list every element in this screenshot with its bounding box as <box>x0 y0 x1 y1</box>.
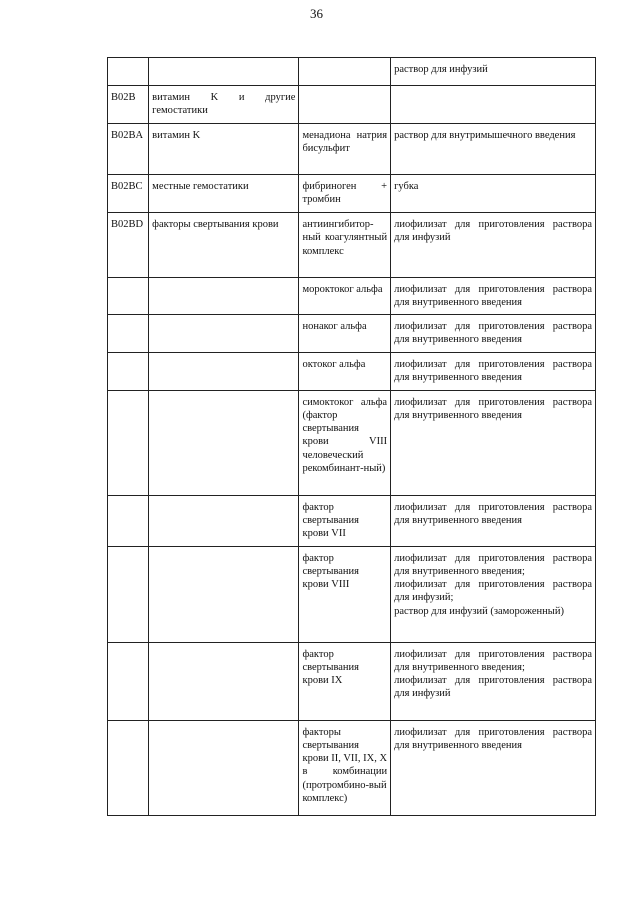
drug-name-cell: симоктоког альфа (фактор свертывания крови VIII человеческий рекомбинант-ный) <box>299 390 391 495</box>
drug-name-cell: фибриноген + тромбин <box>299 175 391 213</box>
dosage-form-cell: лиофилизат для приготовления раствора для инфузий <box>391 213 596 278</box>
atc-code-cell: B02BC <box>108 175 149 213</box>
dosage-form-cell: лиофилизат для приготовления раствора для внутривенного введения <box>391 352 596 390</box>
drug-name-cell <box>299 86 391 124</box>
table-row <box>108 314 596 352</box>
drug-name-cell: фактор свертывания крови VIII <box>299 546 391 642</box>
dosage-form-cell: лиофилизат для приготовления раствора для внутривенного введения <box>391 495 596 546</box>
table-row <box>108 546 596 642</box>
atc-code-cell <box>108 390 149 495</box>
drug-name-cell: октоког альфа <box>299 352 391 390</box>
table-row <box>108 213 596 278</box>
drug-name-cell: антиингибитор-ный коагулянтный комплекс <box>299 213 391 278</box>
drug-name-cell: нонаког альфа <box>299 314 391 352</box>
table-row <box>108 86 596 124</box>
dosage-form-cell: лиофилизат для приготовления раствора для внутривенного введения <box>391 720 596 815</box>
atc-code-cell <box>108 720 149 815</box>
drug-group-cell <box>149 58 299 86</box>
dosage-form-cell: лиофилизат для приготовления раствора для внутривенного введения; лиофилизат для приготовления раствора для инфузий <box>391 642 596 720</box>
table-row <box>108 124 596 175</box>
drug-group-cell <box>149 546 299 642</box>
drug-name-cell <box>299 58 391 86</box>
atc-code-cell <box>108 495 149 546</box>
table-row <box>108 175 596 213</box>
dosage-form-cell: раствор для внутримышечного введения <box>391 124 596 175</box>
atc-code-cell <box>108 278 149 315</box>
table-row <box>108 352 596 390</box>
table-row <box>108 58 596 86</box>
drug-group-cell <box>149 495 299 546</box>
table-row <box>108 495 596 546</box>
atc-code-cell <box>108 642 149 720</box>
dosage-form-cell: губка <box>391 175 596 213</box>
drug-name-cell: факторы свертывания крови II, VII, IX, X в комбинации (протромбино-вый комплекс) <box>299 720 391 815</box>
table-body <box>108 58 596 816</box>
drug-group-cell <box>149 390 299 495</box>
atc-code-cell: B02B <box>108 86 149 124</box>
dosage-form-cell <box>391 86 596 124</box>
dosage-form-cell: лиофилизат для приготовления раствора для внутривенного введения <box>391 314 596 352</box>
atc-code-cell <box>108 352 149 390</box>
drug-name-cell: менадиона натрия бисульфит <box>299 124 391 175</box>
dosage-form-cell: лиофилизат для приготовления раствора для внутривенного введения; лиофилизат для приготовления раствора для инфузий; раствор для инфузий (замороженный) <box>391 546 596 642</box>
atc-code-cell: B02BA <box>108 124 149 175</box>
drug-group-cell <box>149 352 299 390</box>
drug-group-cell: местные гемостатики <box>149 175 299 213</box>
atc-code-cell <box>108 58 149 86</box>
drug-name-cell: фактор свертывания крови VII <box>299 495 391 546</box>
drug-group-cell <box>149 642 299 720</box>
atc-code-cell <box>108 546 149 642</box>
drug-group-cell: витамин K и другие гемостатики <box>149 86 299 124</box>
dosage-form-cell: лиофилизат для приготовления раствора для внутривенного введения <box>391 278 596 315</box>
table-row <box>108 390 596 495</box>
drug-table <box>107 57 596 816</box>
drug-group-cell: витамин K <box>149 124 299 175</box>
table-row <box>108 720 596 815</box>
page-number: 36 <box>310 6 323 21</box>
drug-group-cell <box>149 278 299 315</box>
atc-code-cell <box>108 314 149 352</box>
drug-group-cell: факторы свертывания крови <box>149 213 299 278</box>
dosage-form-cell: лиофилизат для приготовления раствора для внутривенного введения <box>391 390 596 495</box>
drug-group-cell <box>149 314 299 352</box>
table-row <box>108 278 596 315</box>
atc-code-cell: B02BD <box>108 213 149 278</box>
drug-group-cell <box>149 720 299 815</box>
table-row <box>108 642 596 720</box>
drug-name-cell: мороктоког альфа <box>299 278 391 315</box>
drug-name-cell: фактор свертывания крови IX <box>299 642 391 720</box>
dosage-form-cell: раствор для инфузий <box>391 58 596 86</box>
